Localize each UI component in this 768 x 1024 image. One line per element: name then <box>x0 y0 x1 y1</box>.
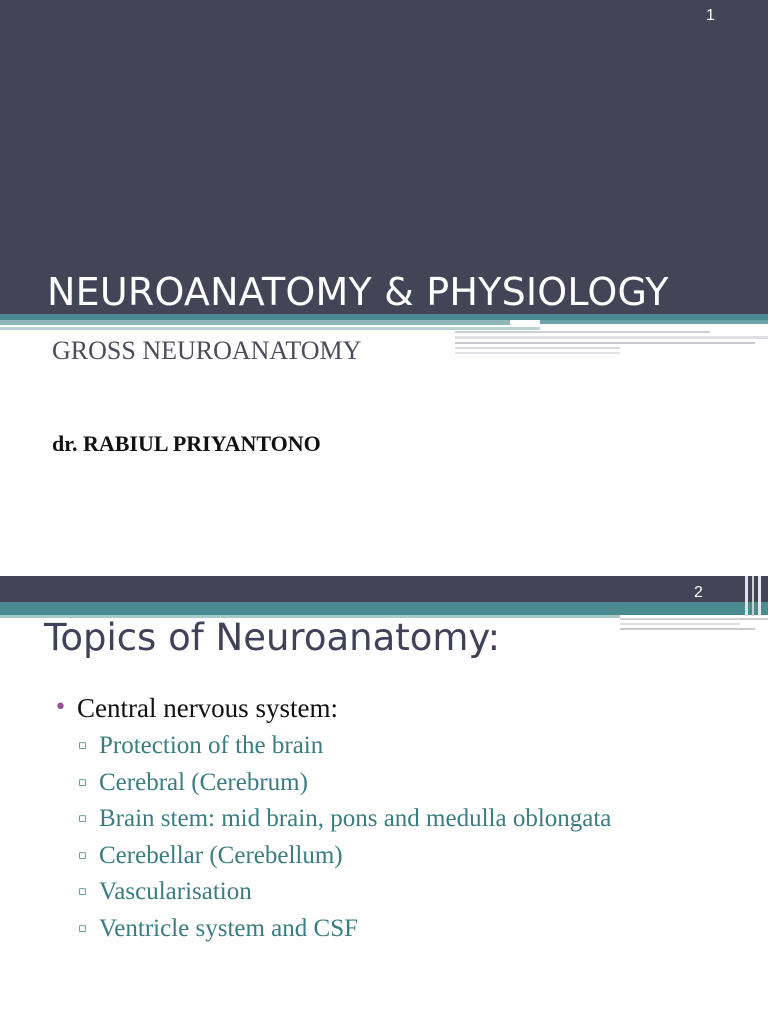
list-item-text: Cerebral (Cerebrum) <box>99 768 308 796</box>
decor-stripe <box>455 342 755 344</box>
decor-stripe <box>0 320 510 325</box>
slide-number: 1 <box>706 7 715 24</box>
subtitle: GROSS NEUROANATOMY <box>52 336 362 365</box>
title-band <box>0 0 768 314</box>
square-bullet-icon: ▫ <box>78 884 87 899</box>
decor-stripe <box>0 327 540 330</box>
decor-stripe <box>620 628 755 630</box>
square-bullet-icon: ▫ <box>78 738 87 753</box>
decor-stripe <box>758 576 761 616</box>
square-bullet-icon: ▫ <box>78 774 87 790</box>
decor-stripe <box>745 576 748 616</box>
square-bullet-icon: ▫ <box>78 920 87 936</box>
square-bullet-icon: ▫ <box>78 811 87 826</box>
decor-stripe <box>455 336 768 339</box>
decor-stripe <box>620 618 768 620</box>
list-item <box>78 802 718 836</box>
decor-stripe <box>455 347 620 349</box>
bullet-dot-icon: • <box>54 695 67 720</box>
list-item <box>78 766 718 800</box>
slide-number: 2 <box>694 584 703 601</box>
decor-stripe <box>0 602 768 615</box>
decor-stripe <box>455 331 710 333</box>
bullet-item <box>54 693 338 724</box>
list-item-text: Brain stem: mid brain, pons and medulla oblongata <box>99 805 612 832</box>
list-item <box>78 875 718 909</box>
list-item-text: Cerebellar (Cerebellum) <box>99 841 343 869</box>
list-item-text: Ventricle system and CSF <box>99 914 359 942</box>
decor-stripe <box>620 623 740 625</box>
header-band <box>0 576 768 602</box>
author-name: dr. RABIUL PRIYANTONO <box>52 431 321 456</box>
decor-stripe <box>540 320 768 324</box>
decor-stripe <box>752 576 754 616</box>
section-title: Topics of Neuroanatomy: <box>44 616 501 659</box>
page-title: NEUROANATOMY & PHYSIOLOGY <box>47 270 669 314</box>
sub-bullet-list <box>78 729 718 948</box>
list-item-text: Protection of the brain <box>99 732 324 759</box>
list-item-text: Vascularisation <box>99 878 252 905</box>
decor-stripe <box>455 352 620 354</box>
bullet-text: Central nervous system: <box>76 693 338 723</box>
square-bullet-icon: ▫ <box>78 847 87 863</box>
list-item <box>78 912 718 946</box>
list-item <box>78 729 718 763</box>
list-item <box>78 839 718 873</box>
slide-2 <box>0 576 768 1024</box>
